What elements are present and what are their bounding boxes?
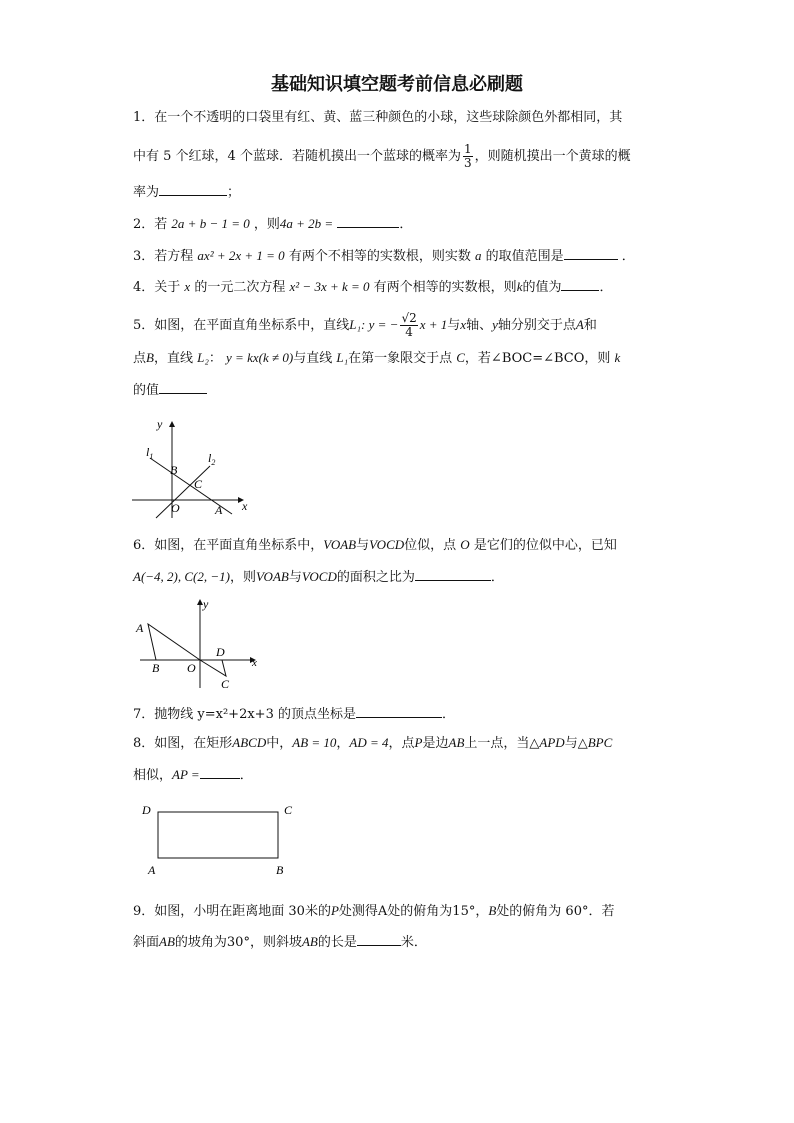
q8-l2a: 相似， — [133, 768, 173, 783]
q8-l1j: AB — [448, 735, 465, 750]
q9-l1c: 处测得A处的俯角为15°， — [338, 904, 489, 919]
q8-l1l: APD — [539, 735, 565, 750]
q5-l2a: 点 — [133, 351, 147, 366]
q1-line2 — [133, 143, 631, 170]
q1-line1: 1．在一个不透明的口袋里有红、黄、蓝三种颜色的小球，这些球除颜色外都相同，其 — [133, 110, 623, 125]
q9-l2e: 的长是 — [317, 935, 357, 950]
q2-expr1: 2a + b − 1 = 0 — [171, 216, 250, 231]
q9-l2f: 米． — [400, 935, 427, 950]
q4-var: x — [184, 279, 191, 294]
q9-l1a: 9．如图，小明在距离地面 30米的 — [133, 904, 331, 919]
q8-l1i: 是边 — [422, 736, 449, 751]
q8-l1e: ， — [336, 736, 350, 751]
q3-expr: ax² + 2x + 1 = 0 — [197, 248, 285, 263]
q8-answer-blank[interactable] — [200, 766, 240, 779]
q6-label-C: C — [221, 677, 230, 691]
q1-fraction-numerator: 1 — [463, 142, 472, 156]
q6-label-B: B — [152, 661, 160, 675]
q1-line2-text-b: ，则随机摸出一个黄球的概 — [474, 149, 631, 164]
q1-line3 — [133, 183, 240, 201]
q5-l1a: 5．如图，在平面直角坐标系中，直线 — [133, 318, 350, 333]
q6-l1f: O — [460, 537, 470, 552]
q4-expr: x² − 3x + k = 0 — [289, 279, 370, 294]
q9-l1b: P — [330, 903, 339, 918]
q8-l1n: BPC — [587, 735, 613, 750]
q9-answer-blank[interactable] — [357, 933, 401, 946]
q8-figure — [136, 796, 306, 882]
q3-var: a — [474, 248, 482, 263]
q5-l1i: A — [575, 317, 584, 332]
q5-figure — [128, 412, 258, 522]
q1-fraction-denominator: 3 — [463, 156, 472, 170]
q5-l1-name: L₁ — [349, 317, 362, 332]
q6-l2b: ，则 — [229, 570, 256, 585]
q5-l2j: C — [456, 350, 465, 365]
q5-l2b: B — [146, 350, 154, 365]
q6-label-O: O — [187, 661, 196, 675]
q5-l2g: 与直线 — [293, 351, 333, 366]
q8-l2b: AP = — [172, 767, 200, 782]
q2-answer-blank[interactable] — [337, 215, 399, 228]
q5-line1 — [133, 312, 597, 339]
q4-mid3: 的值为 — [522, 280, 562, 295]
q6-label-A: A — [136, 621, 144, 635]
q5-label-l2 — [208, 451, 215, 467]
q7-text: 7．抛物线 y=x²+2x+3 的顶点坐标是 — [133, 707, 356, 722]
q6-label-D: D — [216, 645, 225, 659]
q8-label-C: C — [284, 803, 293, 817]
q6-l2e: VOCD — [301, 569, 337, 584]
q9-line1 — [133, 903, 614, 920]
q5-l2k: ，若∠BOC=∠BCO，则 — [464, 351, 611, 366]
q5-l1f: 轴、 — [466, 318, 493, 333]
q8-label-A: A — [148, 863, 156, 877]
q4-mid2: 有两个相等的实数根，则 — [373, 280, 517, 295]
q2-mid: ，则 — [253, 217, 280, 232]
q5-label-l1-sub: 1 — [149, 452, 154, 461]
q5-label-y: y — [157, 417, 163, 431]
q3-mid2: 的取值范围是 — [485, 249, 564, 264]
q8-l1g: ，点 — [388, 736, 415, 751]
q5-label-C: C — [194, 477, 203, 491]
q4-answer-blank[interactable] — [561, 278, 599, 291]
q9-l2d: AB — [301, 934, 318, 949]
q5-l1d: 与 — [447, 318, 461, 333]
q3-line — [133, 247, 635, 265]
q2-expr2: 4a + 2b = — [279, 216, 334, 231]
q6-l2g: ． — [490, 570, 504, 585]
q9-l1e: 处的俯角为 60°．若 — [496, 904, 615, 919]
q5-line2 — [133, 350, 620, 367]
q5-l2e: ： — [208, 351, 222, 366]
q6-l1b: VOAB — [323, 537, 357, 552]
q6-label-x: x — [252, 657, 257, 669]
q3-answer-blank[interactable] — [564, 247, 618, 260]
q8-l1a: 8．如图，在矩形 — [133, 736, 233, 751]
q5-y-arrow — [169, 421, 175, 427]
q8-label-D: D — [142, 803, 151, 817]
q7-line — [133, 705, 455, 723]
q7-suffix: ． — [441, 707, 455, 722]
q6-triangle-OAB — [148, 624, 200, 660]
q5-label-l1-main: l — [146, 445, 150, 459]
q4-line — [133, 278, 613, 296]
q6-l2a: A(−4, 2), C(2, −1) — [133, 569, 230, 584]
q5-l2f: y = kx(k ≠ 0) — [226, 350, 294, 365]
q5-label-A: A — [215, 503, 223, 517]
q5-line3 — [133, 381, 207, 399]
q8-l1f: AD = 4 — [349, 735, 389, 750]
q8-rectangle-ABCD — [158, 812, 278, 858]
q5-l3a: 的值 — [133, 383, 160, 398]
q6-figure — [128, 594, 268, 694]
q5-l2d: L₂ — [197, 350, 209, 365]
q5-l1j: 和 — [583, 318, 597, 333]
q2-suffix: ． — [399, 217, 413, 232]
q9-l2a: 斜面 — [133, 935, 160, 950]
q6-triangle-OCD — [200, 660, 226, 676]
q9-line2 — [133, 933, 427, 951]
q5-fraction — [400, 312, 417, 339]
q6-l1c: 与 — [356, 538, 370, 553]
q4-suffix: ． — [599, 280, 613, 295]
q6-l2d: 与 — [288, 570, 302, 585]
q5-label-l2-sub: 2 — [211, 458, 216, 467]
q6-l1a: 6．如图，在平面直角坐标系中， — [133, 538, 324, 553]
q5-l2l: k — [614, 350, 621, 365]
q8-line2 — [133, 766, 253, 784]
q5-answer-blank[interactable] — [159, 381, 207, 394]
q6-label-y: y — [203, 597, 209, 611]
q8-l1c: 中， — [266, 736, 293, 751]
q1-fraction — [463, 143, 473, 170]
q1-line2-text-a: 中有 5 个红球，4 个蓝球．若随机摸出一个蓝球的概率为 — [133, 149, 461, 164]
q5-label-B: B — [170, 463, 178, 477]
q5-l1e: x — [460, 317, 467, 332]
q5-l1c: x + 1 — [419, 317, 448, 332]
q5-l2h: L₁ — [336, 350, 349, 365]
q5-label-O: O — [171, 501, 180, 515]
q6-l1g: 是它们的位似中心，已知 — [473, 538, 617, 553]
page-title: 基础知识填空题考前信息必刷题 — [271, 74, 523, 95]
q8-l1k: 上一点，当△ — [464, 736, 540, 751]
q5-label-l2-main: l — [208, 451, 212, 465]
q4-prefix: 4．关于 — [133, 280, 181, 295]
q8-l1b: ABCD — [232, 735, 267, 750]
q2-line — [133, 215, 412, 233]
q6-l1e: 位似，点 — [404, 538, 457, 553]
q4-var2: k — [516, 279, 523, 294]
q8-l1m: 与△ — [564, 736, 588, 751]
q5-l2c: ，直线 — [153, 351, 193, 366]
q7-answer-blank[interactable] — [356, 705, 442, 718]
q9-l2b: AB — [159, 934, 175, 949]
q5-fraction-numerator: √2 — [401, 311, 417, 325]
q6-line2 — [133, 568, 504, 586]
q3-prefix: 3．若方程 — [133, 249, 194, 264]
q3-suffix: ． — [621, 249, 635, 264]
q4-mid: 的一元二次方程 — [194, 280, 286, 295]
q5-line-l2 — [156, 466, 210, 518]
q6-l2f: 的面积之比为 — [336, 570, 415, 585]
q5-l2i: 在第一象限交于点 — [348, 351, 453, 366]
q5-fraction-denominator: 4 — [405, 325, 413, 339]
q6-answer-blank[interactable] — [415, 568, 491, 581]
q6-l2c: VOAB — [256, 569, 289, 584]
q8-line1 — [133, 735, 612, 752]
q8-l1d: AB = 10 — [292, 735, 337, 750]
q5-label-x: x — [242, 499, 248, 513]
q8-l1h: P — [414, 735, 423, 750]
q5-l1g: y — [492, 317, 498, 332]
q9-l1d: B — [488, 903, 497, 918]
q2-prefix: 2．若 — [133, 217, 168, 232]
q9-l2c: 的坡角为30°，则斜坡 — [174, 935, 302, 950]
q3-mid: 有两个不相等的实数根，则实数 — [288, 249, 471, 264]
q1-line3-text-b: ； — [227, 185, 241, 200]
q1-answer-blank[interactable] — [159, 183, 227, 196]
q5-l1h: 轴分别交于点 — [497, 318, 576, 333]
q8-l2c: ． — [239, 768, 253, 783]
q5-l1b: : y = − — [361, 317, 399, 332]
q6-l1d: VOCD — [369, 537, 405, 552]
q1-line3-text-a: 率为 — [133, 185, 160, 200]
q5-label-l1 — [146, 445, 153, 461]
q8-label-B: B — [276, 863, 284, 877]
q6-line1 — [133, 537, 617, 554]
